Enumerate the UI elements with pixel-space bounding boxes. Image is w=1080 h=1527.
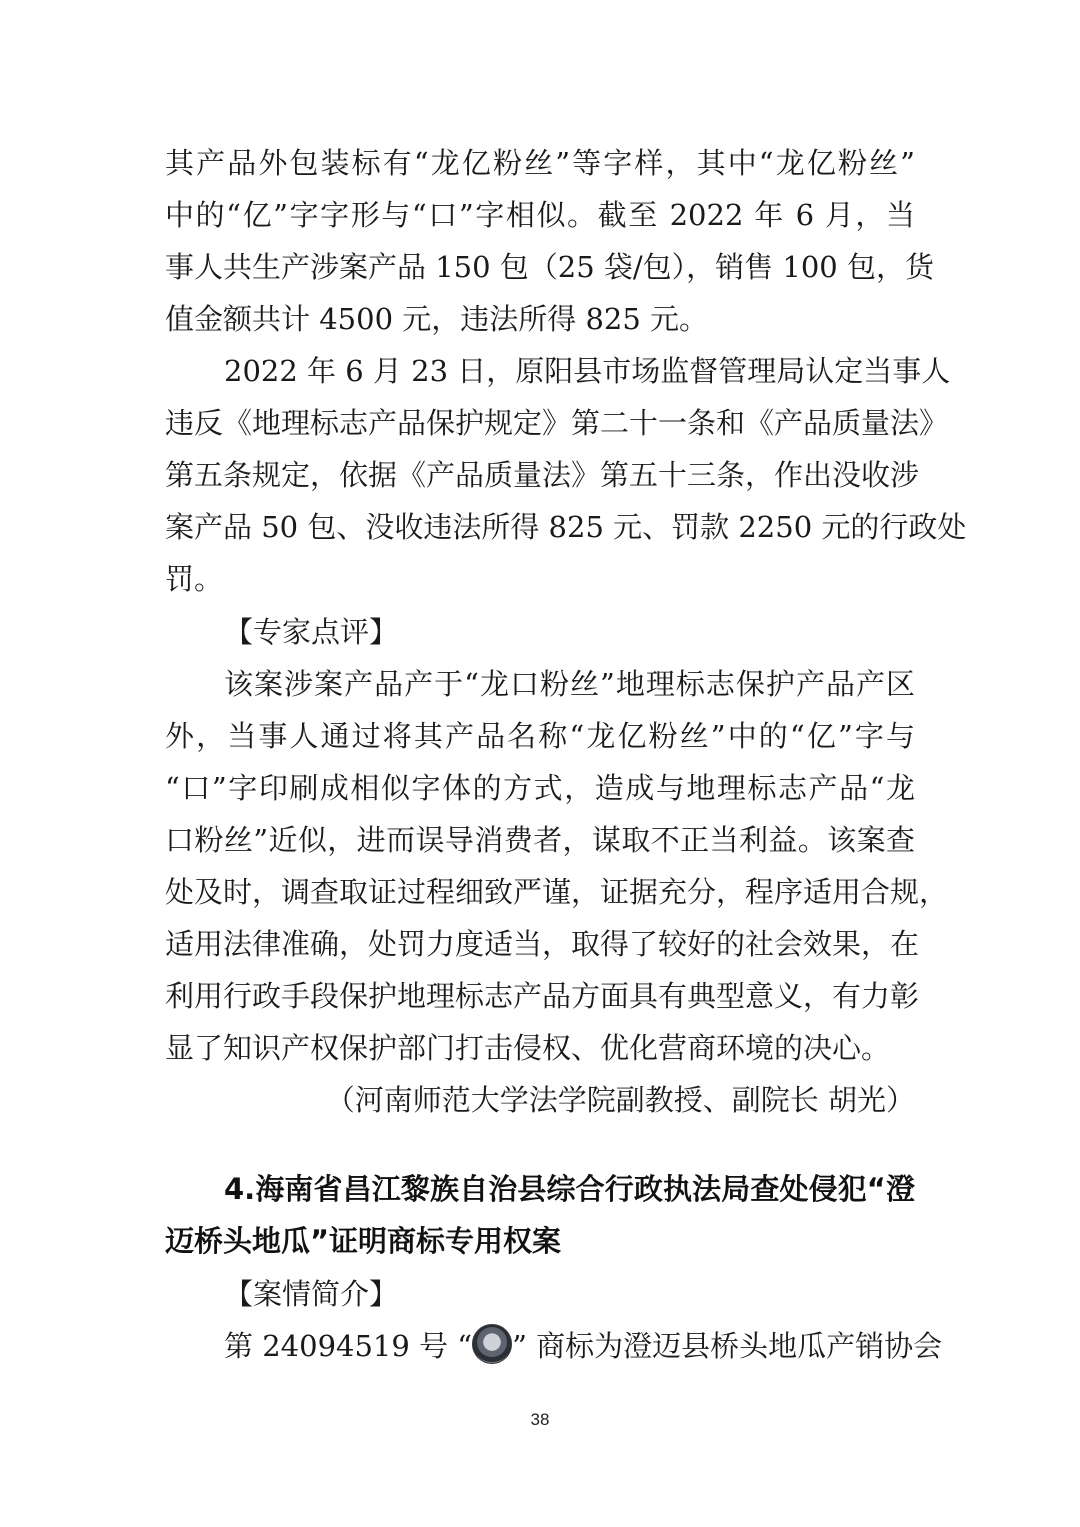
- para2-line-1: 2022 年 6 月 23 日，原阳县市场监督管理局认定当事人: [224, 354, 951, 388]
- case-intro-text-before: 第 24094519 号 “: [224, 1329, 473, 1363]
- para1-line-4: 值金额共计 4500 元，违法所得 825 元。: [165, 302, 709, 336]
- case-intro-line-1: [224, 1317, 943, 1375]
- para3-line-6: 适用法律准确，处罚力度适当，取得了较好的社会效果，在: [165, 927, 920, 961]
- para3-line-8: 显了知识产权保护部门打击侵权、优化营商环境的决心。: [165, 1031, 891, 1065]
- trademark-seal-icon: [472, 1324, 512, 1364]
- case-intro-heading: 【案情简介】: [224, 1277, 399, 1311]
- para3-line-5: 处及时，调查取证过程细致严谨，证据充分，程序适用合规，: [165, 875, 949, 909]
- expert-review-heading: 【专家点评】: [224, 615, 399, 649]
- page-number: 38: [530, 1410, 550, 1429]
- para3-line-4: 口粉丝”近似，进而误导消费者，谋取不正当利益。该案查: [165, 823, 915, 857]
- para2-line-5: 罚。: [165, 562, 224, 596]
- case-intro-text-after: ” 商标为澄迈县桥头地瓜产销协会: [512, 1329, 943, 1363]
- para2-line-4: 案产品 50 包、没收违法所得 825 元、罚款 2250 元的行政处: [165, 510, 967, 544]
- para3-line-1: 该案涉案产品产于“龙口粉丝”地理标志保护产品产区: [224, 667, 915, 701]
- expert-attribution: （河南师范大学法学院副教授、副院长 胡光）: [325, 1083, 915, 1117]
- para1-line-3: 事人共生产涉案产品 150 包（25 袋/包），销售 100 包，货: [165, 250, 934, 284]
- para2-line-3: 第五条规定，依据《产品质量法》第五十三条，作出没收涉: [165, 458, 920, 492]
- para3-line-7: 利用行政手段保护地理标志产品方面具有典型意义，有力彰: [165, 979, 920, 1013]
- para3-line-2: 外，当事人通过将其产品名称“龙亿粉丝”中的“亿”字与: [165, 719, 915, 753]
- para1-line-1: 其产品外包装标有“龙亿粉丝”等字样，其中“龙亿粉丝”: [165, 146, 915, 180]
- case-title-line-1: 4.海南省昌江黎族自治县综合行政执法局查处侵犯“澄: [224, 1172, 915, 1206]
- para2-line-2: 违反《地理标志产品保护规定》第二十一条和《产品质量法》: [165, 406, 949, 440]
- para1-line-2: 中的“亿”字字形与“口”字相似。截至 2022 年 6 月，当: [165, 198, 915, 232]
- case-title-line-2: 迈桥头地瓜”证明商标专用权案: [165, 1224, 562, 1258]
- para3-line-3: “口”字印刷成相似字体的方式，造成与地理标志产品“龙: [165, 771, 915, 805]
